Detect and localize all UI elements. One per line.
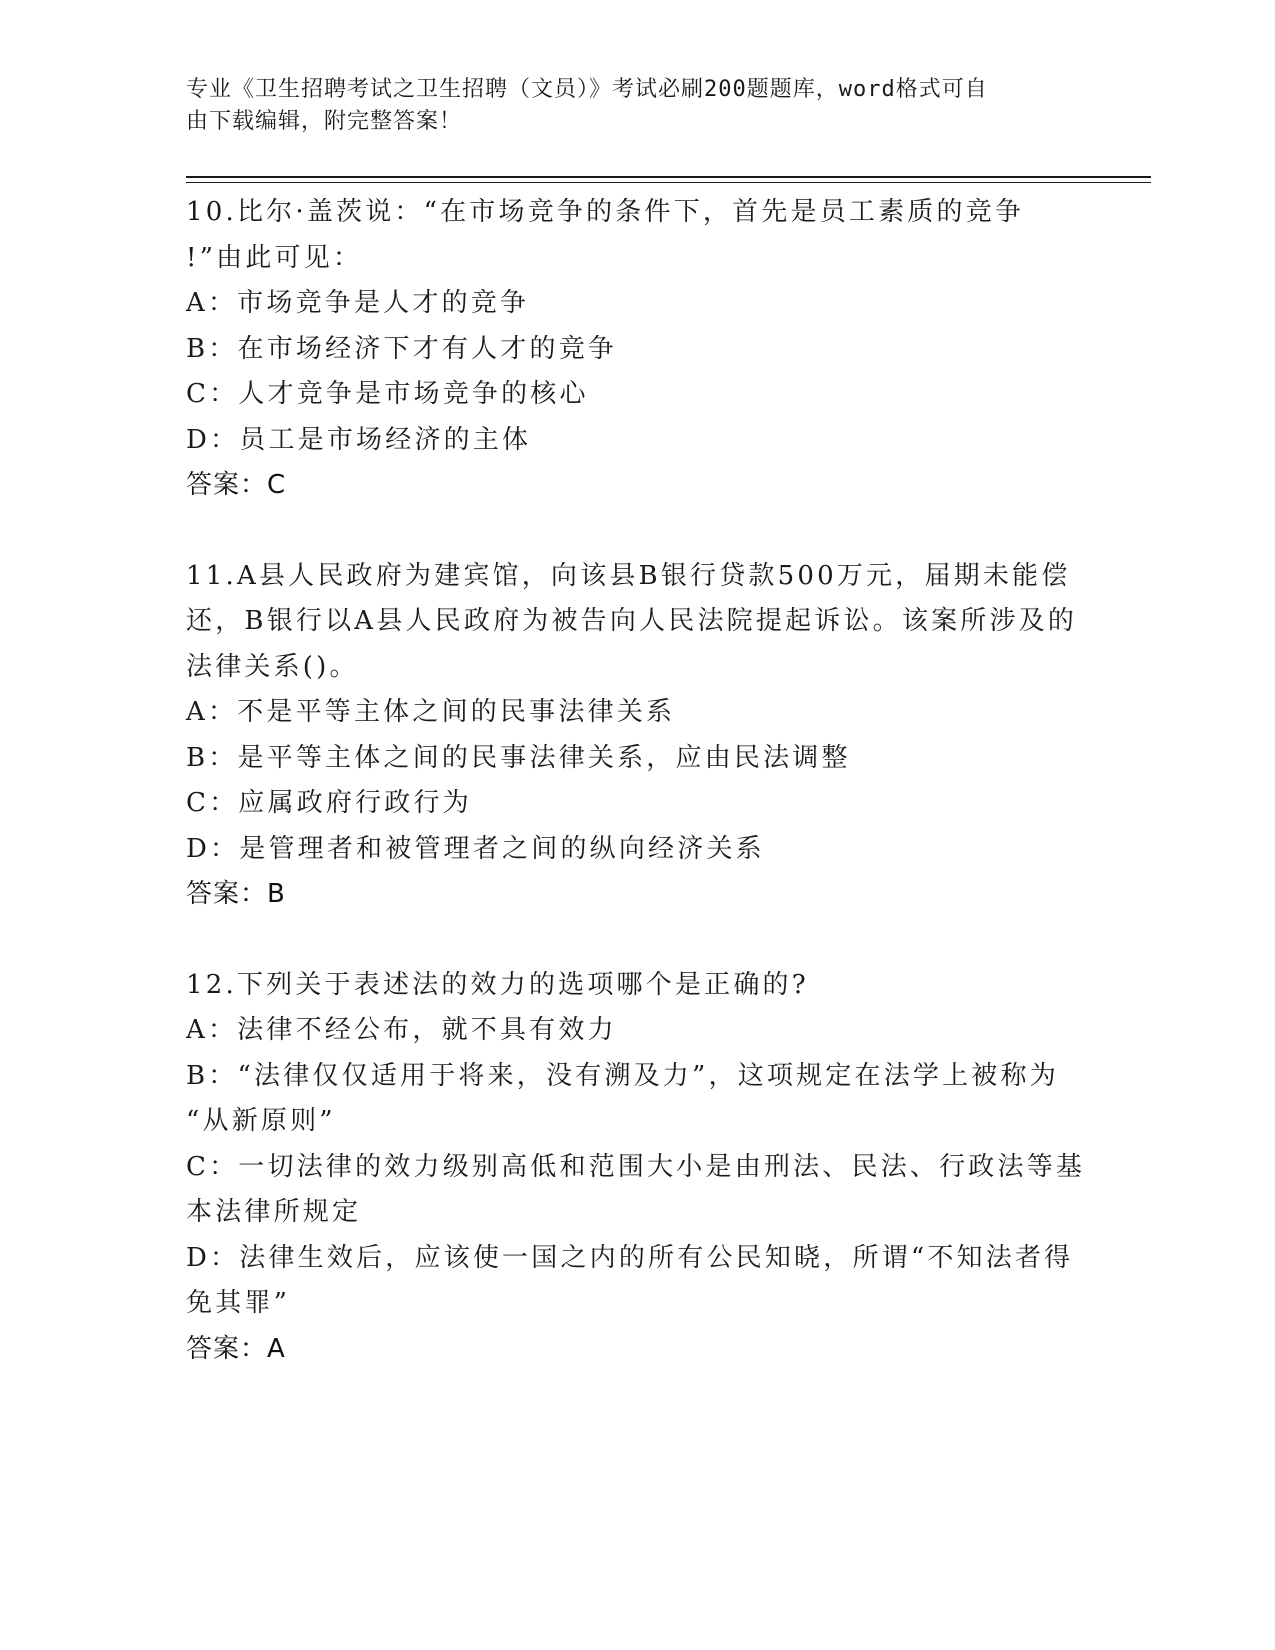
header-divider-thin [186, 182, 1151, 183]
header-line: 专业《卫生招聘考试之卫生招聘（文员）》考试必刷200题题库，word格式可自 [186, 77, 988, 102]
document-header [186, 74, 1066, 138]
option-a: A：市场竞争是人才的竞争 [186, 288, 530, 318]
question-stem: 法律关系()。 [186, 651, 359, 682]
option-d: D：员工是市场经济的主体 [186, 424, 532, 455]
option-a: A：法律不经公布，就不具有效力 [186, 1015, 617, 1045]
option-c-continued: 本法律所规定 [186, 1197, 362, 1227]
header-divider [186, 176, 1151, 178]
question-12 [186, 963, 1086, 1373]
option-b-continued: “从新原则” [186, 1106, 336, 1136]
question-stem: 11.A县人民政府为建宾馆，向该县B银行贷款500万元，届期未能偿 [186, 560, 1071, 591]
option-b: B：“法律仅仅适用于将来，没有溯及力”，这项规定在法学上被称为 [186, 1060, 1059, 1091]
option-c: C：一切法律的效力级别高低和范围大小是由刑法、民法、行政法等基 [186, 1151, 1086, 1182]
answer: 答案：C [186, 470, 287, 500]
option-d-continued: 免其罪” [186, 1288, 291, 1318]
header-line: 由下载编辑，附完整答案！ [186, 109, 463, 134]
option-c: C：人才竞争是市场竞争的核心 [186, 379, 589, 409]
question-stem: 还，B银行以A县人民政府为被告向人民法院提起诉讼。该案所涉及的 [186, 606, 1078, 636]
option-d: D：是管理者和被管理者之间的纵向经济关系 [186, 833, 765, 864]
option-b: B：是平等主体之间的民事法律关系，应由民法调整 [186, 742, 851, 773]
question-10 [186, 190, 1086, 509]
option-d: D：法律生效后，应该使一国之内的所有公民知晓，所谓“不知法者得 [186, 1242, 1074, 1273]
option-a: A：不是平等主体之间的民事法律关系 [186, 697, 676, 727]
question-stem: !”由此可见： [186, 242, 363, 273]
option-b: B：在市场经济下才有人才的竞争 [186, 333, 618, 364]
answer: 答案：A [186, 1333, 286, 1364]
question-11 [186, 554, 1086, 918]
question-stem: 10.比尔·盖茨说：“在市场竞争的条件下，首先是员工素质的竞争 [186, 197, 1025, 227]
question-stem: 12.下列关于表述法的效力的选项哪个是正确的? [186, 969, 809, 1000]
answer: 答案：B [186, 879, 286, 909]
option-c: C：应属政府行政行为 [186, 788, 472, 818]
question-list [186, 190, 1086, 1417]
